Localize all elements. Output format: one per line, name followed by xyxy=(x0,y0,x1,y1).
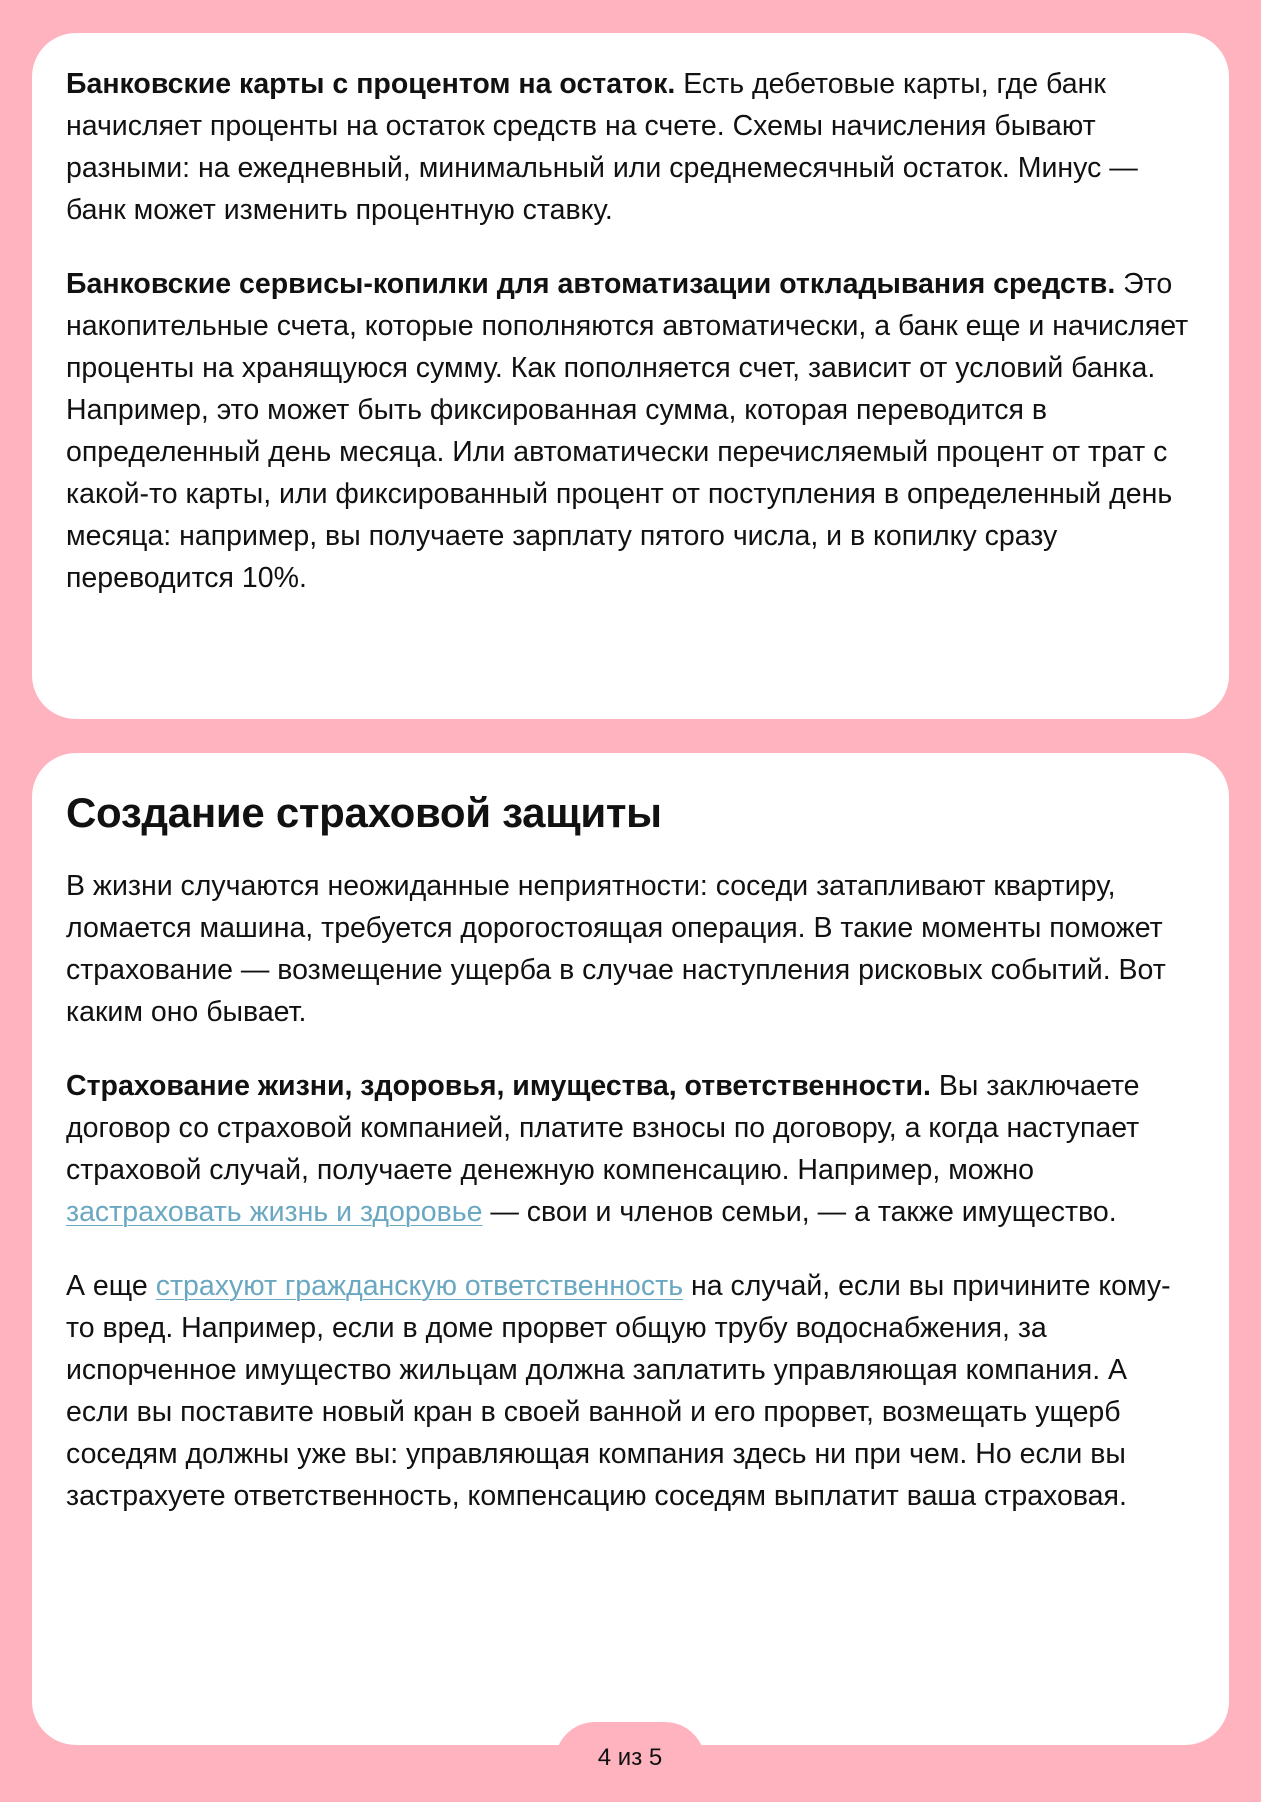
savings-card xyxy=(32,33,1229,719)
insurance-types-title: Страхование жизни, здоровья, имущества, ответственности. xyxy=(66,1070,931,1102)
piggy-bank-text: Это накопительные счета, которые пополняются автоматически, а банк еще и начисляет проценты на хранящуюся сумму. Как пополняется счет, зависит от условий банка. Например, это может быть фиксированная сумма, которая переводится в определенный день месяца. Или автоматически перечисляемый процент от трат с какой-то карты, или фиксированный процент от поступления в определенный день месяца: например, вы получаете зарплату пятого числа, и в копилку сразу переводится 10%. xyxy=(66,268,1189,594)
piggy-bank-title: Банковские сервисы-копилки для автоматизации откладывания средств. xyxy=(66,268,1116,300)
interest-cards-title: Банковские карты с процентом на остаток. xyxy=(66,68,676,100)
section-heading: Создание страховой защиты xyxy=(66,789,662,836)
insurance-types-paragraph xyxy=(66,1065,1195,1233)
liability-paragraph xyxy=(66,1265,1195,1517)
interest-cards-paragraph xyxy=(66,63,1195,231)
page-indicator: 4 из 5 xyxy=(555,1722,705,1802)
life-health-insurance-link[interactable]: застраховать жизнь и здоровье xyxy=(66,1196,483,1228)
interest-cards-text: Есть дебетовые карты, где банк начисляет проценты на остаток средств на счете. Схемы начисления бывают разными: на ежедневный, минимальный или среднемесячный остаток. Минус — банк может изменить процентную ставку. xyxy=(66,68,1138,226)
insurance-types-text: Вы заключаете договор со страховой компанией, платите взносы по договору, а когда наступает страховой случай, получаете денежную компенсацию. Например, можно xyxy=(66,1070,1140,1186)
liability-insurance-link[interactable]: страхуют гражданскую ответственность xyxy=(155,1270,684,1302)
liability-text: на случай, если вы причините кому-то вред. Например, если в доме прорвет общую трубу водоснабжения, за испорченное имущество жильцам должна заплатить управляющая компания. А если вы поставите новый кран в своей ванной и его прорвет, возмещать ущерб соседям должны уже вы: управляющая компания здесь ни при чем. Но если вы застрахуете ответственность, компенсацию соседям выплатит ваша страховая. xyxy=(66,1270,1171,1512)
insurance-types-text-end: — свои и членов семьи, — а также имущество. xyxy=(482,1196,1117,1228)
piggy-bank-paragraph xyxy=(66,263,1195,599)
insurance-intro-paragraph: В жизни случаются неожиданные неприятности: соседи затапливают квартиру, ломается машина, требуется дорогостоящая операция. В такие моменты поможет страхование — возмещение ущерба в случае наступления рисковых событий. Вот каким оно бывает. xyxy=(66,870,1166,1028)
liability-text-start: А еще xyxy=(66,1270,156,1302)
insurance-card xyxy=(32,753,1229,1745)
